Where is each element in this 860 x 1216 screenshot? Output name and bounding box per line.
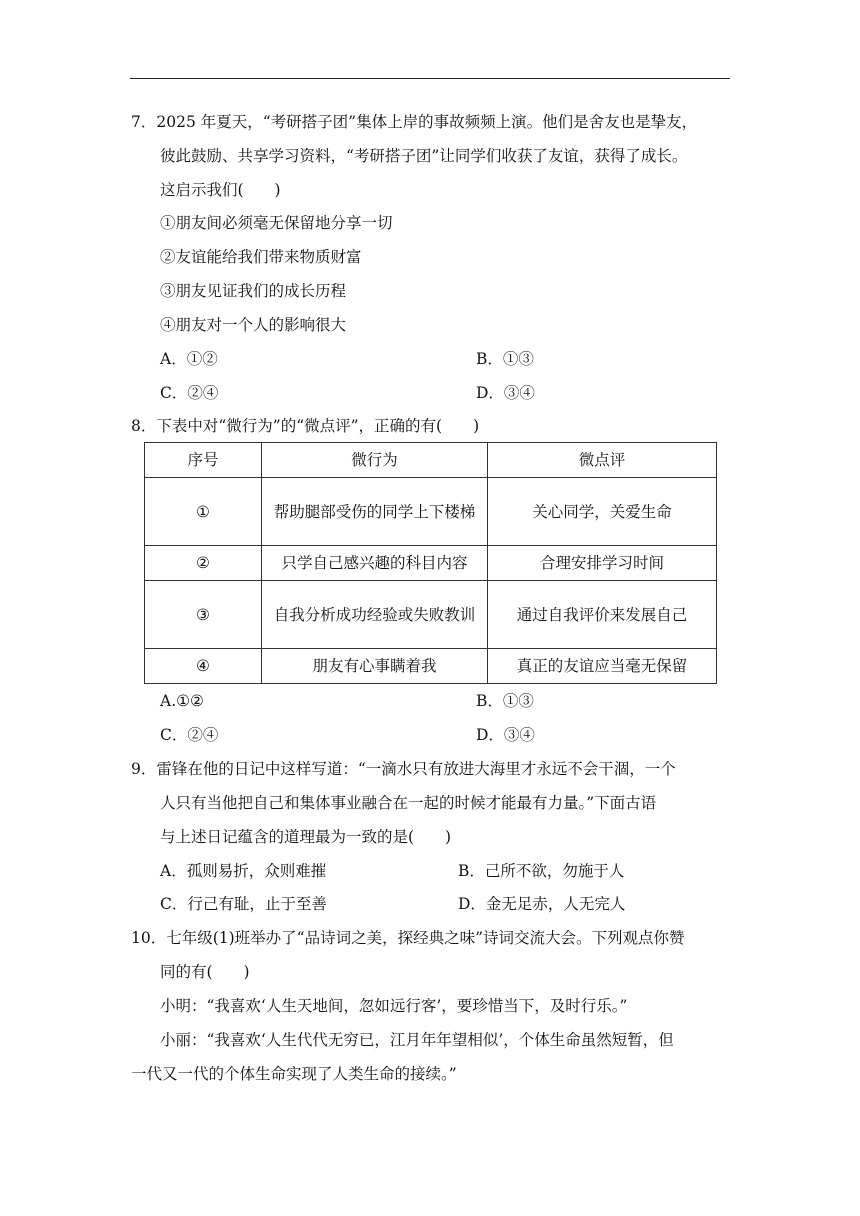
table-header-cell: 微点评 — [488, 443, 717, 478]
q10-stem-line-2: 同的有( ) — [160, 963, 250, 981]
q8-stem: 8．下表中对“微行为”的“微点评”，正确的有( ) — [131, 417, 480, 435]
table-header-row — [145, 443, 717, 478]
q9-option-b: B．己所不欲，勿施于人 — [458, 862, 625, 880]
header-rule — [130, 78, 730, 79]
q10-xiaoming-line: 小明：“我喜欢‘人生天地间，忽如远行客’，要珍惜当下，及时行乐。” — [160, 997, 628, 1015]
q9-stem-line-1: 9．雷锋在他的日记中这样写道：“一滴水只有放进大海里才永远不会干涸，一个 — [131, 760, 676, 778]
q7-stem-line-2: 彼此鼓励、共享学习资料，“考研搭子团”让同学们收获了友谊，获得了成长。 — [160, 147, 688, 165]
table-cell: ③ — [145, 581, 262, 649]
q10-xiaoli-line-2: 一代又一代的个体生命实现了人类生命的接续。” — [131, 1065, 457, 1083]
q8-table — [144, 442, 717, 684]
table-cell: ② — [145, 546, 262, 581]
q9-option-c: C．行己有耻，止于至善 — [160, 895, 327, 913]
q8-option-c: C．②④ — [160, 726, 219, 744]
q7-stem-line-1: 7．2025 年夏天，“考研搭子团”集体上岸的事故频频上演。他们是舍友也是挚友， — [131, 113, 698, 131]
q8-option-d: D．③④ — [476, 726, 535, 744]
q7-option-b: B．①③ — [476, 350, 534, 368]
table-row — [145, 546, 717, 581]
table-header-cell: 微行为 — [262, 443, 488, 478]
q7-stem-line-3: 这启示我们( ) — [160, 181, 281, 199]
q7-item-2: ②友谊能给我们带来物质财富 — [160, 248, 362, 266]
table-cell: 朋友有心事瞒着我 — [262, 649, 488, 684]
q9-stem-line-3: 与上述日记蕴含的道理最为一致的是( ) — [160, 828, 452, 846]
q7-item-1: ①朋友间必须毫无保留地分享一切 — [160, 214, 393, 232]
q7-item-4: ④朋友对一个人的影响很大 — [160, 316, 347, 334]
table-row — [145, 649, 717, 684]
table-header-cell: 序号 — [145, 443, 262, 478]
q7-item-3: ③朋友见证我们的成长历程 — [160, 282, 347, 300]
table-cell: 关心同学，关爱生命 — [488, 478, 717, 546]
table-cell: 帮助腿部受伤的同学上下楼梯 — [262, 478, 488, 546]
q10-xiaoli-line-1: 小丽：“我喜欢‘人生代代无穷已，江月年年望相似’，个体生命虽然短暂，但 — [160, 1031, 674, 1049]
q7-option-c: C．②④ — [160, 384, 219, 402]
q9-option-d: D．金无足赤，人无完人 — [458, 895, 626, 913]
q10-stem-line-1: 10．七年级(1)班举办了“品诗词之美，探经典之味”诗词交流大会。下列观点你赞 — [131, 929, 685, 947]
q7-option-a: A．①② — [160, 350, 218, 368]
table-cell: 真正的友谊应当毫无保留 — [488, 649, 717, 684]
q7-option-d: D．③④ — [476, 384, 535, 402]
table-cell: ① — [145, 478, 262, 546]
q9-option-a: A．孤则易折，众则难摧 — [160, 862, 327, 880]
table-cell: 自我分析成功经验或失败教训 — [262, 581, 488, 649]
q9-stem-line-2: 人只有当他把自己和集体事业融合在一起的时候才能最有力量。”下面古语 — [160, 794, 657, 812]
table-cell: 只学自己感兴趣的科目内容 — [262, 546, 488, 581]
table-row — [145, 581, 717, 649]
q8-option-b: B．①③ — [476, 692, 534, 710]
table-row — [145, 478, 717, 546]
table-cell: 通过自我评价来发展自己 — [488, 581, 717, 649]
q8-option-a: A.①② — [160, 692, 204, 710]
table-cell: 合理安排学习时间 — [488, 546, 717, 581]
table-cell: ④ — [145, 649, 262, 684]
